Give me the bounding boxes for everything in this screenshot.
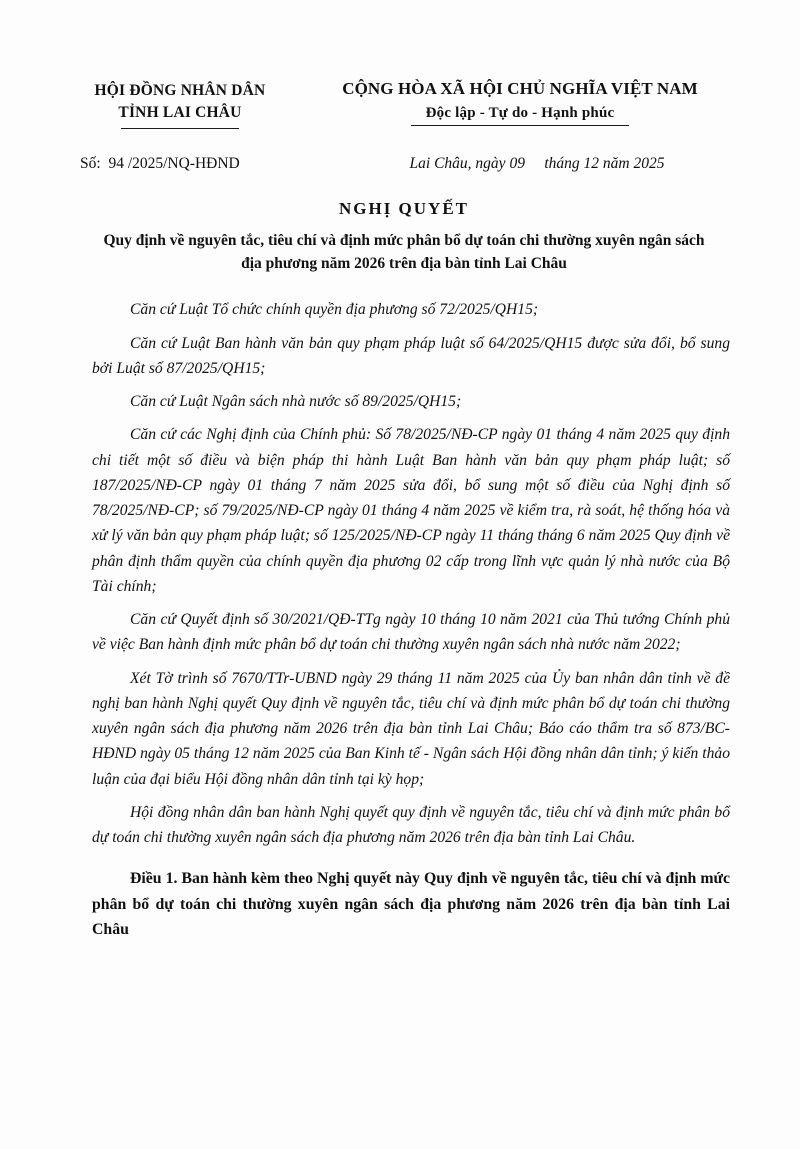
document-title: Quy định về nguyên tắc, tiêu chí và định mức phân bổ dự toán chi thường xuyên ngân sách địa phương năm 2026 trên địa bàn tỉnh Lai Châu [103,231,705,273]
document-number-value: 94 /2025/NQ-HĐND [108,154,240,172]
document-number-label: Số: [80,154,101,172]
document-body [64,297,744,942]
title-block [64,199,744,276]
issuing-authority-line2: TỈNH LAI CHÂU [118,104,242,122]
paragraph: Căn cứ Quyết định số 30/2021/QĐ-TTg ngày 10 tháng 10 năm 2021 của Thủ tướng Chính phủ về việc Ban hành định mức phân bổ dự toán chi thường xuyên ngân sách nhà nước năm 2022; [92,611,730,654]
issuing-authority-underline [121,128,239,129]
document-type: NGHỊ QUYẾT [338,198,470,218]
national-heading-block [296,78,744,126]
paragraph: Căn cứ Luật Tổ chức chính quyền địa phương số 72/2025/QH15; [130,301,539,319]
issuing-authority-line1: HỘI ĐỒNG NHÂN DÂN [94,82,266,99]
national-name: CỘNG HÒA XÃ HỘI CHỦ NGHĨA VIỆT NAM [342,79,698,98]
number-and-date-row [64,155,744,173]
paragraph: Hội đồng nhân dân ban hành Nghị quyết quy định về nguyên tắc, tiêu chí và định mức phân bổ dự toán chi thường xuyên ngân sách địa phương năm 2026 trên địa bàn tỉnh Lai Châu. [92,803,730,847]
paragraph: Căn cứ các Nghị định của Chính phủ: Số 78/2025/NĐ-CP ngày 01 tháng 4 năm 2025 quy định chi tiết một số điều và biện pháp thi hành Luật Ban hành văn bản quy phạm pháp luật; số 187/2025/NĐ-CP ngày 01 tháng 7 năm 2025 sửa đổi, bổ sung một số điều của Nghị định số 78/2025/NĐ-CP; số 79/2025/NĐ-CP ngày 01 tháng 4 năm 2025 về kiểm tra, rà soát, hệ thống hóa và xử lý văn bản quy phạm pháp luật; số 125/2025/NĐ-CP ngày 11 tháng tháng 6 năm 2025 Quy định về phân định thẩm quyền của chính quyền địa phương 02 cấp trong lĩnh vực quản lý nhà nước của Bộ Tài chính; [92,426,730,595]
national-motto-underline [411,125,629,126]
place-and-date: Lai Châu, ngày 09 tháng 12 năm 2025 [409,154,665,172]
paragraph: Xét Tờ trình số 7670/TTr-UBND ngày 29 tháng 11 năm 2025 của Ủy ban nhân dân tỉnh về đề nghị ban hành Nghị quyết Quy định về nguyên tắc, tiêu chí và định mức phân bổ dự toán chi thường xuyên ngân sách địa phương năm 2026 trên địa bàn tỉnh Lai Châu; Báo cáo thẩm tra số 873/BC-HĐND ngày 05 tháng 12 năm 2025 của Ban Kinh tế - Ngân sách Hội đồng nhân dân tỉnh; ý kiến thảo luận của đại biểu Hội đồng nhân dân tỉnh tại kỳ họp; [92,669,730,788]
paragraph: Căn cứ Luật Ban hành văn bản quy phạm pháp luật số 64/2025/QH15 được sửa đổi, bổ sung bởi Luật số 87/2025/QH15; [92,334,730,377]
national-motto: Độc lập - Tự do - Hạnh phúc [425,104,615,121]
issuing-authority-block [64,78,296,129]
paragraph: Căn cứ Luật Ngân sách nhà nước số 89/2025/QH15; [130,393,462,411]
document-header [64,78,744,129]
article-1: Điều 1. Ban hành kèm theo Nghị quyết này Quy định về nguyên tắc, tiêu chí và định mức phân bổ dự toán chi thường xuyên ngân sách địa phương năm 2026 trên địa bàn tỉnh Lai Châu [92,870,730,938]
document-number [64,155,330,173]
